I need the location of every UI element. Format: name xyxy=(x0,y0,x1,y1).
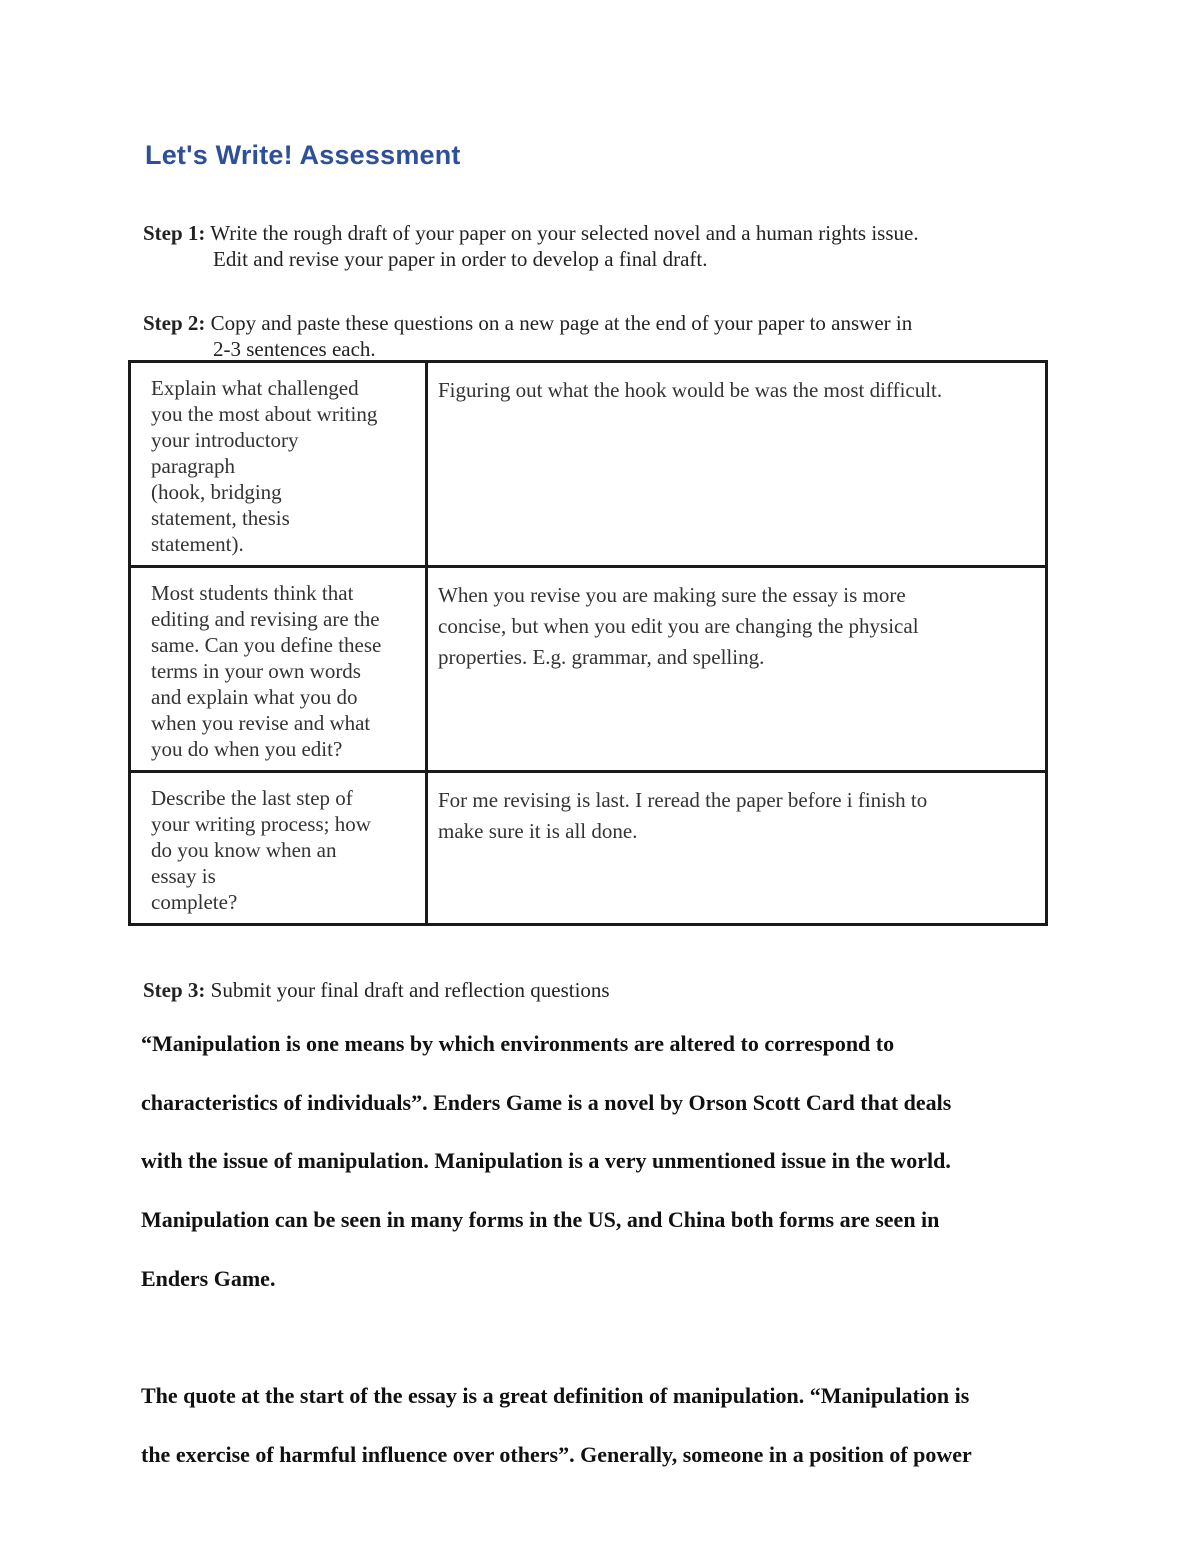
essay-line: characteristics of individuals”. Enders Game is a novel by Orson Scott Card that deals xyxy=(141,1089,952,1115)
answer-line: When you revise you are making sure the essay is more xyxy=(438,583,906,607)
essay-line: Manipulation can be seen in many forms in the US, and China both forms are seen in xyxy=(141,1207,940,1233)
step-3-text: Submit your final draft and reflection questions xyxy=(210,978,610,1002)
table-row xyxy=(130,362,1047,567)
essay-paragraph-1 xyxy=(141,1015,1071,1309)
question-line: Explain what challenged xyxy=(151,376,359,400)
question-line: Most students think that xyxy=(151,581,354,605)
answer-line: properties. E.g. grammar, and spelling. xyxy=(438,645,765,669)
essay-paragraph-2 xyxy=(141,1367,1071,1484)
reflection-table xyxy=(128,360,1048,926)
answer-cell[interactable] xyxy=(427,567,1047,772)
step-1 xyxy=(143,220,919,272)
question-line: complete? xyxy=(151,890,238,914)
question-line: when you revise and what xyxy=(151,711,371,735)
essay-line: The quote at the start of the essay is a great definition of manipulation. “Manipulation is xyxy=(141,1383,970,1408)
question-cell xyxy=(130,772,427,925)
answer-line: concise, but when you edit you are changing the physical xyxy=(438,614,919,638)
question-line: essay is xyxy=(151,864,216,888)
step-2-label: Step 2: xyxy=(143,311,206,335)
table-row xyxy=(130,567,1047,772)
question-line: and explain what you do xyxy=(151,685,358,709)
answer-cell[interactable] xyxy=(427,772,1047,925)
question-line: same. Can you define these xyxy=(151,633,382,657)
question-line: you do when you edit? xyxy=(151,737,343,761)
answer-text: Figuring out what the hook would be was the most difficult. xyxy=(438,378,943,402)
question-line: your writing process; how xyxy=(151,812,371,836)
step-2-line-2: 2-3 sentences each. xyxy=(213,337,376,361)
essay-line: Enders Game. xyxy=(141,1265,276,1291)
essay-line: “Manipulation is one means by which environments are altered to correspond to xyxy=(141,1031,895,1056)
answer-line: For me revising is last. I reread the paper before i finish to xyxy=(438,788,928,812)
answer-cell[interactable] xyxy=(427,362,1047,567)
step-1-label: Step 1: xyxy=(143,221,206,245)
essay-line: with the issue of manipulation. Manipulation is a very unmentioned issue in the world. xyxy=(141,1148,951,1174)
question-cell xyxy=(130,362,427,567)
step-2-line-1: Copy and paste these questions on a new page at the end of your paper to answer in xyxy=(210,311,913,335)
question-line: your introductory xyxy=(151,428,299,452)
question-line: editing and revising are the xyxy=(151,607,380,631)
essay-line: the exercise of harmful influence over others”. Generally, someone in a position of power xyxy=(141,1441,972,1467)
question-line: do you know when an xyxy=(151,838,337,862)
question-line: Describe the last step of xyxy=(151,786,353,810)
question-line: statement, thesis xyxy=(151,506,290,530)
question-line: you the most about writing xyxy=(151,402,378,426)
question-line: terms in your own words xyxy=(151,659,361,683)
step-3-label: Step 3: xyxy=(143,978,206,1002)
step-1-line-2: Edit and revise your paper in order to develop a final draft. xyxy=(213,247,708,271)
step-1-line-1: Write the rough draft of your paper on your selected novel and a human rights issue. xyxy=(210,221,919,245)
question-line: statement). xyxy=(151,532,244,556)
question-line: (hook, bridging xyxy=(151,480,282,504)
question-cell xyxy=(130,567,427,772)
page-title: Let's Write! Assessment xyxy=(145,140,461,170)
question-line: paragraph xyxy=(151,454,235,478)
answer-line: make sure it is all done. xyxy=(438,819,638,843)
step-2 xyxy=(143,310,912,362)
step-3 xyxy=(143,977,610,1003)
table-row xyxy=(130,772,1047,925)
